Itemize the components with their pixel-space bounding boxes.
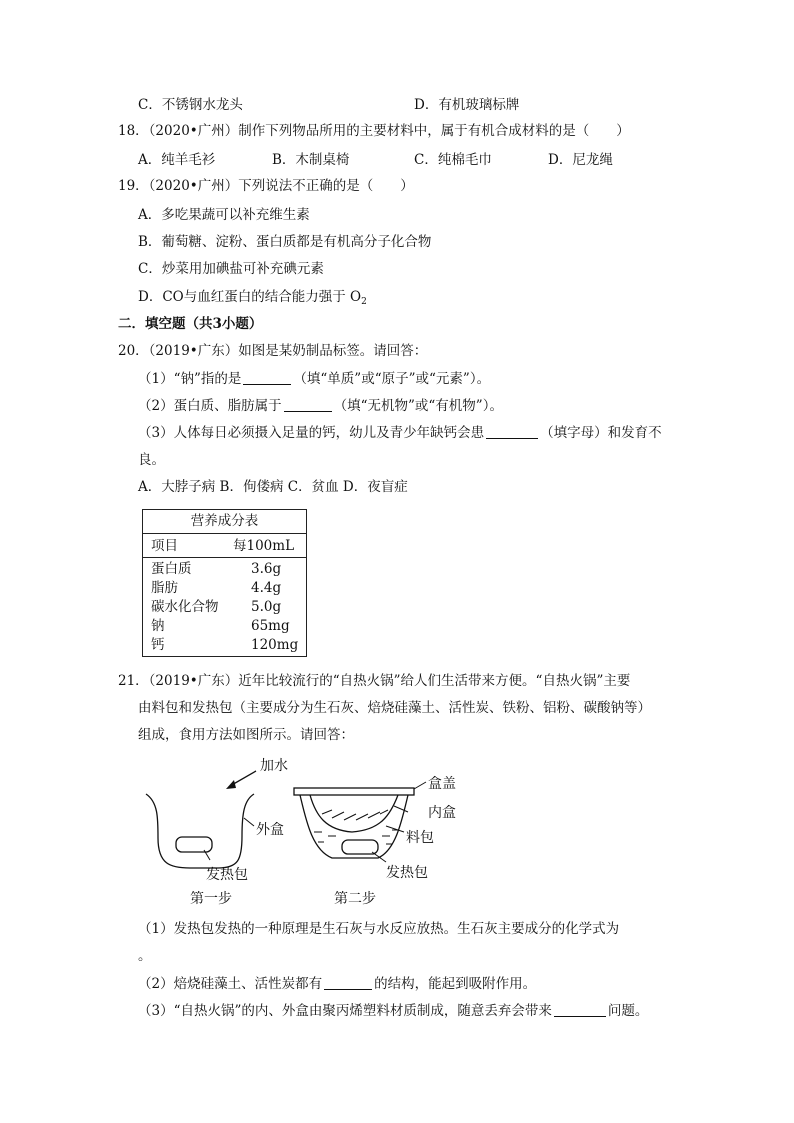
q20-part3-pre: （3）人体每日必须摄入足量的钙，幼儿及青少年缺钙会患 bbox=[138, 425, 485, 441]
q20-part3 bbox=[138, 424, 662, 442]
q21-stem-line2: 由料包和发热包（主要成分为生石灰、焙烧硅藻土、活性炭、铁粉、铝粉、碳酸钠等） bbox=[138, 700, 651, 716]
inner-box-leader bbox=[394, 806, 408, 812]
q21-part1: （1）发热包发热的一种原理是生石灰与水反应放热。生石灰主要成分的化学式为 bbox=[138, 921, 620, 937]
table-divider-top bbox=[143, 533, 306, 534]
q21-part3-blank[interactable] bbox=[554, 1003, 606, 1017]
q21-part2-post: 的结构，能起到吸附作用。 bbox=[374, 976, 537, 992]
q20-part1 bbox=[138, 370, 490, 388]
table-row-value: 4.4g bbox=[251, 580, 282, 596]
table-row-value: 120mg bbox=[251, 637, 299, 653]
table-row-name: 脂肪 bbox=[151, 580, 178, 596]
table-row-name: 蛋白质 bbox=[151, 561, 192, 577]
q20-stem: 20．（2019•广东）如图是某奶制品标签。请回答： bbox=[118, 343, 428, 359]
q19-option-d-text: D．CO与血红蛋白的结合能力强于 O bbox=[138, 289, 362, 305]
label-heat-pack-1: 发热包 bbox=[206, 867, 248, 883]
q21-stem-line3: 组成，食用方法如图所示。请回答： bbox=[138, 727, 354, 743]
q20-options: A．大脖子病 B．佝偻病 C．贫血 D．夜盲症 bbox=[138, 479, 408, 495]
q20-part3-post: （填字母）和发育不 bbox=[540, 425, 662, 441]
ingredient-hatching bbox=[322, 810, 388, 820]
table-row-name: 钙 bbox=[151, 637, 165, 653]
q20-part1-pre: （1）“钠”指的是 bbox=[138, 371, 242, 387]
lid-shape bbox=[294, 788, 414, 795]
q18-option-b: B．木制桌椅 bbox=[272, 152, 350, 168]
ingredient-leader bbox=[386, 826, 404, 832]
q20-part1-blank[interactable] bbox=[243, 371, 291, 385]
q19-option-a: A．多吃果蔬可以补充维生素 bbox=[138, 207, 310, 223]
nutrition-table bbox=[142, 509, 307, 657]
q18-option-c: C．纯棉毛巾 bbox=[414, 152, 492, 168]
q19-option-d-subscript: 2 bbox=[361, 297, 367, 307]
q17-option-d: D．有机玻璃标牌 bbox=[414, 97, 520, 113]
table-row-value: 3.6g bbox=[251, 561, 282, 577]
label-ingredient-pack: 料包 bbox=[406, 830, 434, 846]
lid-leader bbox=[414, 782, 426, 789]
q21-stem-line1: 21．（2019•广东）近年比较流行的“自热火锅”给人们生活带来方便。“自热火锅”主要 bbox=[118, 673, 631, 689]
q20-part3-continued: 良。 bbox=[138, 452, 165, 468]
q20-part2-post: （填“无机物”或“有机物”）。 bbox=[333, 398, 503, 414]
label-step1: 第一步 bbox=[190, 891, 232, 907]
label-step2: 第二步 bbox=[334, 891, 376, 907]
q21-part2 bbox=[138, 975, 536, 993]
label-outer-box: 外盒 bbox=[256, 822, 284, 838]
label-heat-pack-2: 发热包 bbox=[386, 865, 428, 881]
outer-box-leader bbox=[244, 818, 254, 826]
q19-stem: 19．（2020•广州）下列说法不正确的是（ ） bbox=[118, 178, 414, 194]
q21-part3-post: 问题。 bbox=[607, 1003, 649, 1019]
q19-option-b: B．葡萄糖、淀粉、蛋白质都是有机高分子化合物 bbox=[138, 234, 432, 250]
table-row-value: 5.0g bbox=[251, 599, 282, 615]
q18-option-d: D．尼龙绳 bbox=[548, 152, 613, 168]
heat-pack-shape bbox=[176, 837, 212, 852]
table-header-per100ml: 每100mL bbox=[233, 538, 295, 554]
table-caption: 营养成分表 bbox=[190, 513, 259, 529]
q19-option-c: C．炒菜用加碘盐可补充碘元素 bbox=[138, 261, 324, 277]
table-row-value: 65mg bbox=[251, 618, 290, 634]
add-water-arrow-head bbox=[226, 780, 236, 789]
q21-part3 bbox=[138, 1002, 648, 1020]
q20-part1-post: （填“单质”或“原子”或“元素”）。 bbox=[293, 371, 491, 387]
table-row-name: 钠 bbox=[151, 618, 165, 634]
section-title: 二．填空题（共3小题） bbox=[118, 316, 263, 332]
label-lid: 盒盖 bbox=[428, 776, 456, 792]
outer-box-outline bbox=[146, 794, 254, 868]
q20-part2-blank[interactable] bbox=[284, 398, 332, 412]
q20-part2-pre: （2）蛋白质、脂肪属于 bbox=[138, 398, 282, 414]
q21-part2-pre: （2）焙烧硅藻土、活性炭都有 bbox=[138, 976, 323, 992]
q21-part3-pre: （3）“自热火锅”的内、外盒由聚丙烯塑料材质制成，随意丢弃会带来 bbox=[138, 1003, 552, 1019]
table-divider-header bbox=[143, 557, 306, 558]
table-row-name: 碳水化合物 bbox=[151, 599, 219, 615]
table-header-item: 项目 bbox=[151, 538, 178, 554]
q21-part1-continued: 。 bbox=[138, 948, 152, 964]
q17-option-c: C．不锈钢水龙头 bbox=[138, 97, 243, 113]
q21-part2-blank[interactable] bbox=[324, 976, 372, 990]
label-add-water: 加水 bbox=[260, 758, 288, 774]
label-inner-box: 内盒 bbox=[428, 805, 456, 821]
q20-part3-blank[interactable] bbox=[486, 425, 538, 439]
q19-option-d bbox=[138, 288, 367, 311]
q18-option-a: A．纯羊毛衫 bbox=[138, 152, 216, 168]
q18-stem: 18．（2020•广州）制作下列物品所用的主要材料中，属于有机合成材料的是（ ） bbox=[118, 123, 630, 139]
q20-part2 bbox=[138, 397, 503, 415]
